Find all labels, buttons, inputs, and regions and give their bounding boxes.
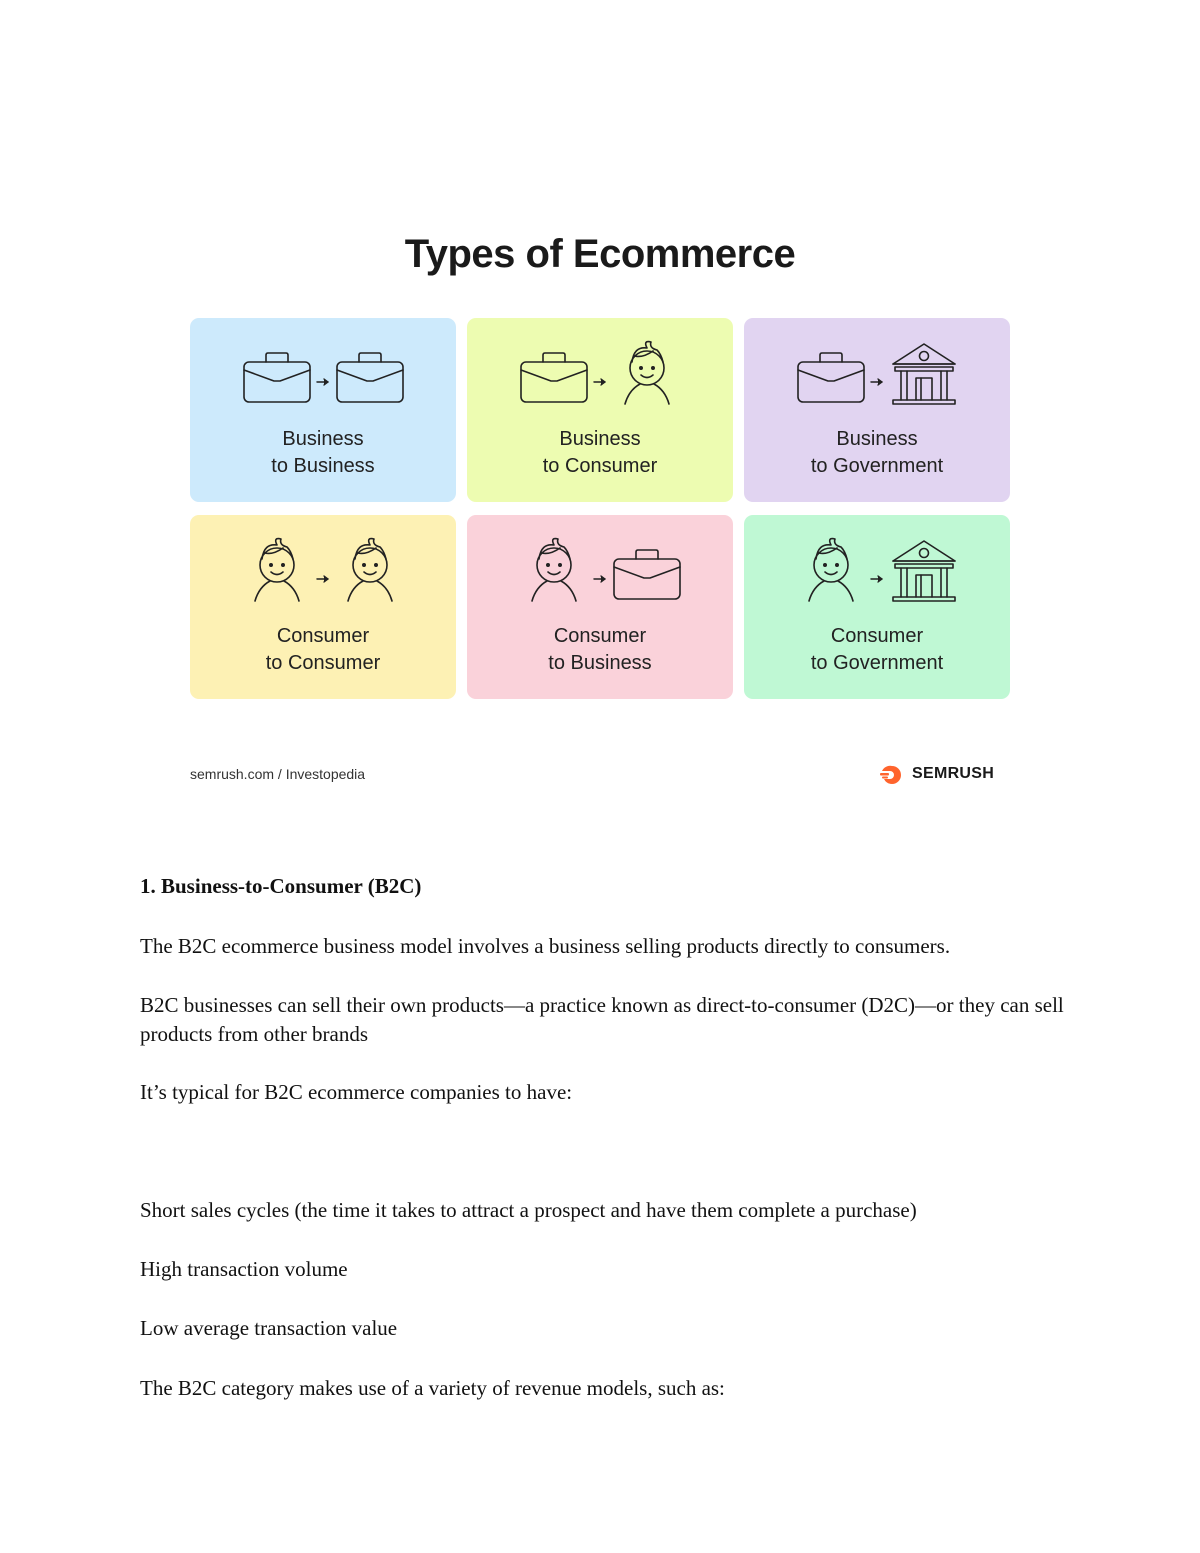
- list-item-low-value: Low average transaction value: [140, 1316, 398, 1340]
- card-label-line1: Consumer: [830, 625, 924, 647]
- card-c2g: [744, 515, 1010, 699]
- person-icon: [532, 539, 576, 601]
- figure-title: Types of Ecommerce: [404, 232, 796, 276]
- card-label: [744, 426, 1010, 480]
- card-label: [190, 623, 456, 677]
- person-to-briefcase-icon: [467, 529, 733, 629]
- briefcase-icon: [798, 353, 864, 402]
- brand-name: SEMRUSH: [912, 765, 995, 782]
- arrow-right-icon: [317, 576, 328, 582]
- card-label-line1: Business: [282, 428, 364, 450]
- arrow-right-icon: [594, 576, 605, 582]
- briefcase-icon: [614, 550, 680, 599]
- card-b2c: [467, 318, 733, 502]
- arrow-right-icon: [317, 379, 328, 385]
- ecommerce-types-grid: [190, 318, 1011, 700]
- arrow-right-icon: [871, 576, 882, 582]
- card-label-line2: to Business: [271, 455, 375, 477]
- person-icon: [625, 342, 669, 404]
- person-to-person-icon: [190, 529, 456, 629]
- briefcase-to-person-icon: [467, 332, 733, 432]
- card-label-line2: to Business: [548, 652, 652, 674]
- card-c2c: [190, 515, 456, 699]
- card-label-line2: to Consumer: [265, 652, 381, 674]
- briefcase-to-government-icon: [744, 332, 1010, 432]
- card-label-line1: Consumer: [276, 625, 370, 647]
- card-c2b: [467, 515, 733, 699]
- card-label-line1: Business: [836, 428, 918, 450]
- card-label-line2: to Government: [810, 455, 944, 477]
- paragraph-1: The B2C ecommerce business model involves a business selling products directly to consumers.: [140, 934, 951, 958]
- briefcase-icon: [521, 353, 587, 402]
- card-label: [190, 426, 456, 480]
- card-b2g: [744, 318, 1010, 502]
- paragraph-3: It’s typical for B2C ecommerce companies to have:: [140, 1080, 573, 1104]
- semrush-flame-icon: [880, 763, 910, 787]
- person-icon: [809, 539, 853, 601]
- semrush-logo: [880, 763, 1012, 787]
- card-b2b: [190, 318, 456, 502]
- government-building-icon: [893, 344, 955, 404]
- briefcase-icon: [244, 353, 310, 402]
- card-label-line1: Consumer: [553, 625, 647, 647]
- section-heading: 1. Business-to-Consumer (B2C): [140, 874, 422, 898]
- person-icon: [348, 539, 392, 601]
- government-building-icon: [893, 541, 955, 601]
- paragraph-4: The B2C category makes use of a variety of revenue models, such as:: [140, 1376, 725, 1400]
- card-label: [467, 623, 733, 677]
- paragraph-2: B2C businesses can sell their own products—a practice known as direct-to-consumer (D2C)—or they can sell products from other brands: [140, 993, 1064, 1046]
- card-label-line2: to Government: [810, 652, 944, 674]
- card-label-line2: to Consumer: [542, 455, 658, 477]
- arrow-right-icon: [594, 379, 605, 385]
- list-item-high-volume: High transaction volume: [140, 1257, 348, 1281]
- card-label: [744, 623, 1010, 677]
- list-item-short-sales-cycles: Short sales cycles (the time it takes to attract a prospect and have them complete a purchase): [140, 1198, 917, 1222]
- person-icon: [255, 539, 299, 601]
- person-to-government-icon: [744, 529, 1010, 629]
- briefcase-to-briefcase-icon: [190, 332, 456, 432]
- briefcase-icon: [337, 353, 403, 402]
- card-label-line1: Business: [559, 428, 641, 450]
- figure-credit: semrush.com / Investopedia: [190, 766, 366, 782]
- arrow-right-icon: [871, 379, 882, 385]
- card-label: [467, 426, 733, 480]
